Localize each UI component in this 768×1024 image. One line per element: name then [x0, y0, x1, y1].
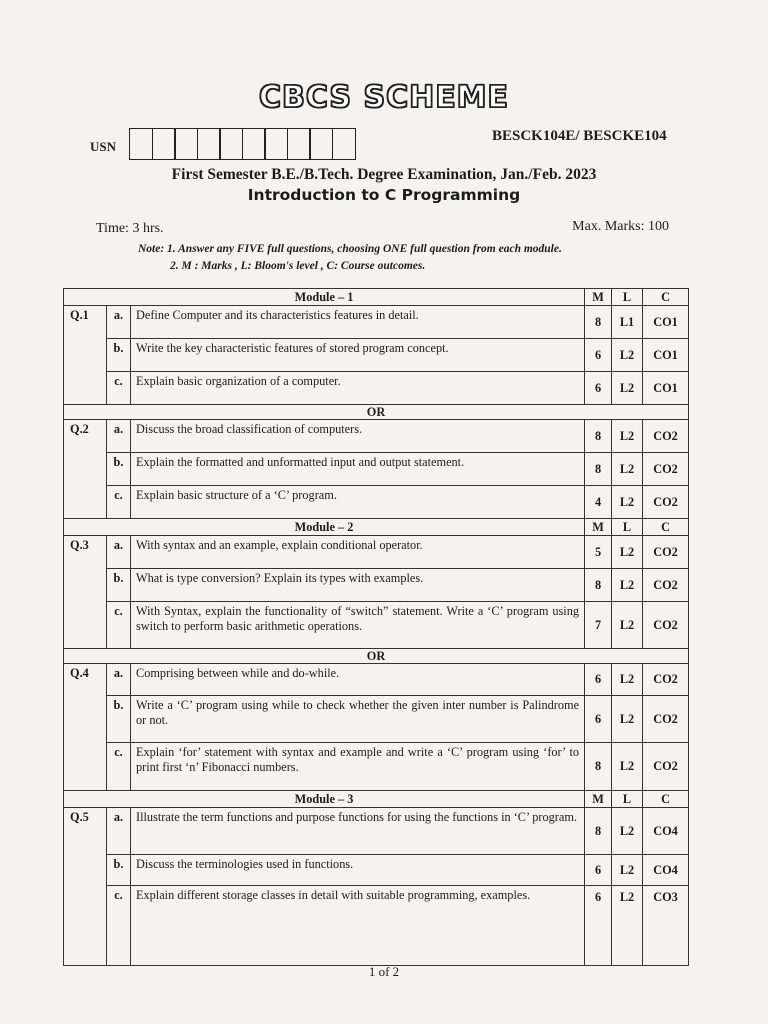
blooms-level: L2: [612, 486, 643, 519]
blooms-level: L2: [612, 569, 643, 602]
question-text: Write a ‘C’ program using while to check whether the given inter number is Palindrome or not.: [131, 696, 585, 743]
sub-question-label: b.: [107, 569, 131, 602]
time-allowed: Time: 3 hrs.: [96, 221, 164, 236]
blooms-level: L2: [612, 664, 643, 696]
question-number: Q.1: [64, 306, 107, 405]
marks-value: 6: [585, 372, 612, 405]
marks-value: 6: [585, 339, 612, 372]
column-header-level: L: [612, 289, 643, 306]
question-text: With syntax and an example, explain conditional operator.: [131, 536, 585, 569]
column-header-marks: M: [585, 289, 612, 306]
question-row: [64, 536, 689, 569]
module-header-row: [64, 519, 689, 536]
module-title: Module – 3: [64, 791, 585, 808]
question-row: [64, 420, 689, 453]
course-outcome: CO2: [643, 743, 689, 791]
course-code: BESCK104E/ BESCKE104: [492, 128, 667, 144]
question-row: [64, 696, 689, 743]
question-row: [64, 372, 689, 405]
note-line-1: Note: 1. Answer any FIVE full questions, choosing ONE full question from each module.: [138, 243, 562, 255]
course-outcome: CO2: [643, 664, 689, 696]
question-row: [64, 602, 689, 649]
scheme-stamp: CBCS SCHEME: [258, 80, 510, 115]
question-text: Explain ‘for’ statement with syntax and example and write a ‘C’ program using ‘for’ to print first ‘n’ Fibonacci numbers.: [131, 743, 585, 791]
question-row: [64, 339, 689, 372]
question-text: Write the key characteristic features of stored program concept.: [131, 339, 585, 372]
course-outcome: CO4: [643, 855, 689, 886]
sub-question-label: c.: [107, 372, 131, 405]
marks-value: 7: [585, 602, 612, 649]
blooms-level: L2: [612, 886, 643, 966]
course-outcome: CO1: [643, 306, 689, 339]
course-outcome: CO3: [643, 886, 689, 966]
max-marks: Max. Marks: 100: [572, 219, 669, 234]
sub-question-label: c.: [107, 486, 131, 519]
marks-value: 6: [585, 886, 612, 966]
question-text: Explain basic structure of a ‘C’ program.: [131, 486, 585, 519]
usn-box[interactable]: [129, 128, 153, 160]
marks-value: 4: [585, 486, 612, 519]
or-label: OR: [64, 649, 689, 664]
sub-question-label: a.: [107, 306, 131, 339]
question-row: [64, 306, 689, 339]
blooms-level: L2: [612, 743, 643, 791]
blooms-level: L2: [612, 339, 643, 372]
question-number: Q.4: [64, 664, 107, 791]
course-outcome: CO2: [643, 569, 689, 602]
question-row: [64, 486, 689, 519]
column-header-outcome: C: [643, 289, 689, 306]
blooms-level: L2: [612, 420, 643, 453]
blooms-level: L2: [612, 696, 643, 743]
blooms-level: L2: [612, 453, 643, 486]
question-row: [64, 855, 689, 886]
marks-value: 8: [585, 808, 612, 855]
question-text: What is type conversion? Explain its types with examples.: [131, 569, 585, 602]
course-outcome: CO2: [643, 536, 689, 569]
question-text: Explain basic organization of a computer.: [131, 372, 585, 405]
question-row: [64, 664, 689, 696]
question-row: [64, 886, 689, 966]
question-number: Q.2: [64, 420, 107, 519]
sub-question-label: c.: [107, 602, 131, 649]
blooms-level: L2: [612, 808, 643, 855]
column-header-level: L: [612, 519, 643, 536]
marks-value: 8: [585, 453, 612, 486]
usn-box[interactable]: [152, 128, 176, 160]
course-outcome: CO2: [643, 453, 689, 486]
sub-question-label: a.: [107, 808, 131, 855]
course-outcome: CO1: [643, 339, 689, 372]
blooms-level: L2: [612, 536, 643, 569]
course-outcome: CO2: [643, 696, 689, 743]
usn-box[interactable]: [309, 128, 333, 160]
module-header-row: [64, 791, 689, 808]
sub-question-label: c.: [107, 886, 131, 966]
blooms-level: L2: [612, 855, 643, 886]
course-outcome: CO2: [643, 420, 689, 453]
sub-question-label: b.: [107, 453, 131, 486]
question-number: Q.3: [64, 536, 107, 649]
marks-value: 6: [585, 855, 612, 886]
question-text: Explain the formatted and unformatted input and output statement.: [131, 453, 585, 486]
usn-box[interactable]: [264, 128, 288, 160]
course-outcome: CO4: [643, 808, 689, 855]
exam-title: First Semester B.E./B.Tech. Degree Examination, Jan./Feb. 2023: [171, 166, 597, 183]
question-text: Comprising between while and do-while.: [131, 664, 585, 696]
marks-value: 8: [585, 306, 612, 339]
sub-question-label: a.: [107, 664, 131, 696]
question-row: [64, 808, 689, 855]
marks-value: 6: [585, 664, 612, 696]
column-header-outcome: C: [643, 791, 689, 808]
column-header-marks: M: [585, 791, 612, 808]
question-text: With Syntax, explain the functionality of “switch” statement. Write a ‘C’ program using switch to perform basic arithmetic operations.: [131, 602, 585, 649]
blooms-level: L2: [612, 602, 643, 649]
question-row: [64, 569, 689, 602]
note-line-2: 2. M : Marks , L: Bloom's level , C: Course outcomes.: [170, 260, 426, 272]
marks-value: 6: [585, 696, 612, 743]
column-header-marks: M: [585, 519, 612, 536]
marks-value: 8: [585, 743, 612, 791]
usn-box[interactable]: [287, 128, 311, 160]
question-text: Discuss the broad classification of computers.: [131, 420, 585, 453]
module-title: Module – 2: [64, 519, 585, 536]
marks-value: 8: [585, 569, 612, 602]
blooms-level: L2: [612, 372, 643, 405]
course-outcome: CO2: [643, 602, 689, 649]
marks-value: 5: [585, 536, 612, 569]
blooms-level: L1: [612, 306, 643, 339]
question-table: [63, 288, 689, 966]
sub-question-label: c.: [107, 743, 131, 791]
usn-label: USN: [90, 139, 117, 154]
usn-box[interactable]: [242, 128, 266, 160]
sub-question-label: a.: [107, 536, 131, 569]
page-number: 1 of 2: [368, 964, 400, 979]
question-row: [64, 453, 689, 486]
usn-box[interactable]: [219, 128, 243, 160]
course-outcome: CO2: [643, 486, 689, 519]
or-separator-row: [64, 649, 689, 664]
sub-question-label: a.: [107, 420, 131, 453]
column-header-level: L: [612, 791, 643, 808]
question-number: Q.5: [64, 808, 107, 966]
question-text: Illustrate the term functions and purpose functions for using the functions in ‘C’ program.: [131, 808, 585, 855]
module-title: Module – 1: [64, 289, 585, 306]
question-text: Discuss the terminologies used in functions.: [131, 855, 585, 886]
course-outcome: CO1: [643, 372, 689, 405]
usn-box[interactable]: [174, 128, 198, 160]
column-header-outcome: C: [643, 519, 689, 536]
usn-box[interactable]: [197, 128, 221, 160]
sub-question-label: b.: [107, 855, 131, 886]
or-separator-row: [64, 405, 689, 420]
marks-value: 8: [585, 420, 612, 453]
module-header-row: [64, 289, 689, 306]
subject-title: Introduction to C Programming: [247, 186, 521, 204]
question-text: Define Computer and its characteristics features in detail.: [131, 306, 585, 339]
sub-question-label: b.: [107, 339, 131, 372]
usn-box-grid: [129, 128, 354, 160]
question-text: Explain different storage classes in detail with suitable programming, examples.: [131, 886, 585, 966]
or-label: OR: [64, 405, 689, 420]
usn-box[interactable]: [332, 128, 356, 160]
question-row: [64, 743, 689, 791]
sub-question-label: b.: [107, 696, 131, 743]
